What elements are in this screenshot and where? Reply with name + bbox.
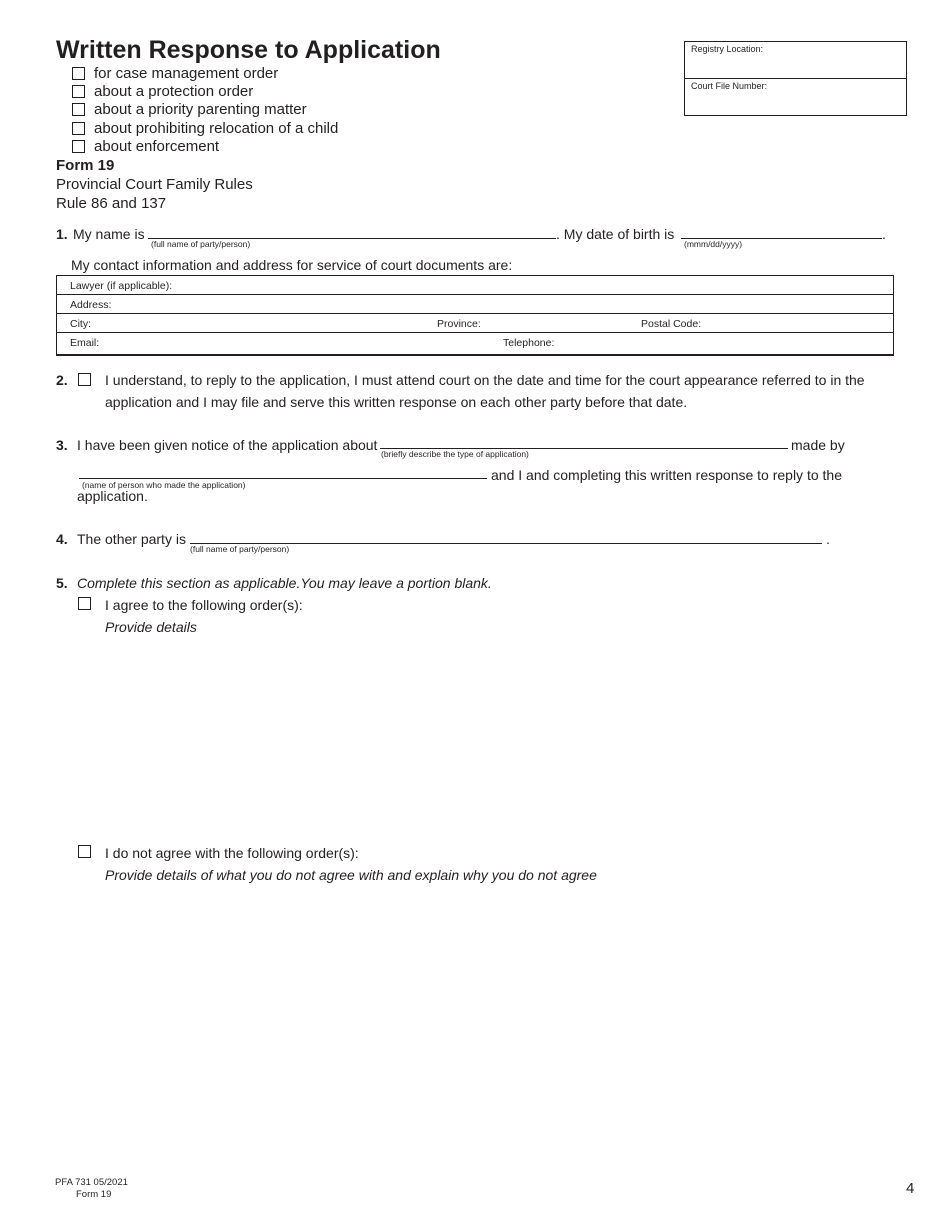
agree-label: I agree to the following order(s): [105,597,303,613]
application-type-option[interactable] [72,120,338,137]
dob-label: . My date of birth is [556,226,675,242]
applicant-name-hint: (name of person who made the application) [82,480,246,490]
name-hint: (full name of party/person) [151,239,251,249]
footer-form-name: Form 19 [76,1189,112,1200]
postal-code-label: Postal Code: [641,318,702,330]
made-by-label: made by [791,437,845,453]
address-label: Address: [70,299,112,311]
registry-box [684,41,907,116]
section-2-line2: application and I may file and serve this written response on each other party before that date. [105,394,688,410]
protection-order-checkbox[interactable] [72,85,85,98]
footer-form-code: PFA 731 05/2021 [55,1177,128,1188]
other-party-hint: (full name of party/person) [190,544,290,554]
application-type-label: for case management order [94,65,279,82]
section-3-number: 3. [56,437,68,453]
telephone-label: Telephone: [503,337,555,349]
other-party-label: The other party is [77,531,186,547]
enforcement-checkbox[interactable] [72,140,85,153]
disagree-details-area[interactable] [105,888,894,1158]
form-number: Form 19 [56,157,115,174]
priority-parenting-checkbox[interactable] [72,103,85,116]
application-type-option[interactable] [72,83,253,100]
disagree-label: I do not agree with the following order(s): [105,845,359,861]
section-2-number: 2. [56,372,68,388]
city-label: City: [70,318,91,330]
section-5-instruction: Complete this section as applicable.You may leave a portion blank. [77,575,492,591]
application-type-label: about enforcement [94,138,220,155]
application-type-label: about prohibiting relocation of a child [94,120,339,137]
applicant-name-input-line[interactable] [79,478,487,479]
application-type-label: about a protection order [94,83,254,100]
application-type-hint: (briefly describe the type of application) [381,449,529,459]
court-file-number-label: Court File Number: [691,81,768,91]
lawyer-row[interactable] [57,276,893,295]
lawyer-label: Lawyer (if applicable): [70,280,173,292]
agree-details-area[interactable] [105,640,894,835]
application-type-option[interactable] [72,101,307,118]
application-type-option[interactable] [72,65,278,82]
email-label: Email: [70,337,100,349]
court-file-number-field[interactable] [685,79,906,116]
application-type-label: about a priority parenting matter [94,101,307,118]
section-4-number: 4. [56,531,68,547]
contact-intro: My contact information and address for service of court documents are: [71,257,513,273]
application-word: application. [77,488,148,504]
application-type-option[interactable] [72,138,219,155]
email-row[interactable] [57,333,893,352]
contact-table [56,275,894,356]
dob-hint: (mmm/dd/yyyy) [684,239,743,249]
section-2-line1: I understand, to reply to the application, I must attend court on the date and time for the court appearance referred to in the [105,372,865,388]
registry-location-label: Registry Location: [691,44,764,54]
city-row[interactable] [57,314,893,333]
section-5-number: 5. [56,575,68,591]
attend-court-checkbox[interactable] [78,373,91,386]
registry-location-field[interactable] [685,42,906,79]
other-party-end: . [826,531,830,547]
relocation-checkbox[interactable] [72,122,85,135]
completing-text: and I and completing this written response to reply to the [491,467,842,483]
disagree-checkbox[interactable] [78,845,91,858]
form-title: Written Response to Application [56,36,441,64]
page-number: 4 [906,1180,915,1197]
case-management-checkbox[interactable] [72,67,85,80]
rules-reference: Rule 86 and 137 [56,195,167,212]
agree-details-label: Provide details [105,619,197,635]
section-1-number: 1. [56,226,68,242]
disagree-details-label: Provide details of what you do not agree with and explain why you do not agree [105,867,597,883]
agree-checkbox[interactable] [78,597,91,610]
rules-name: Provincial Court Family Rules [56,176,253,193]
dob-end: . [882,226,886,242]
name-label: My name is [73,226,145,242]
notice-label: I have been given notice of the application about [77,437,378,453]
province-label: Province: [437,318,481,330]
address-row[interactable] [57,295,893,314]
